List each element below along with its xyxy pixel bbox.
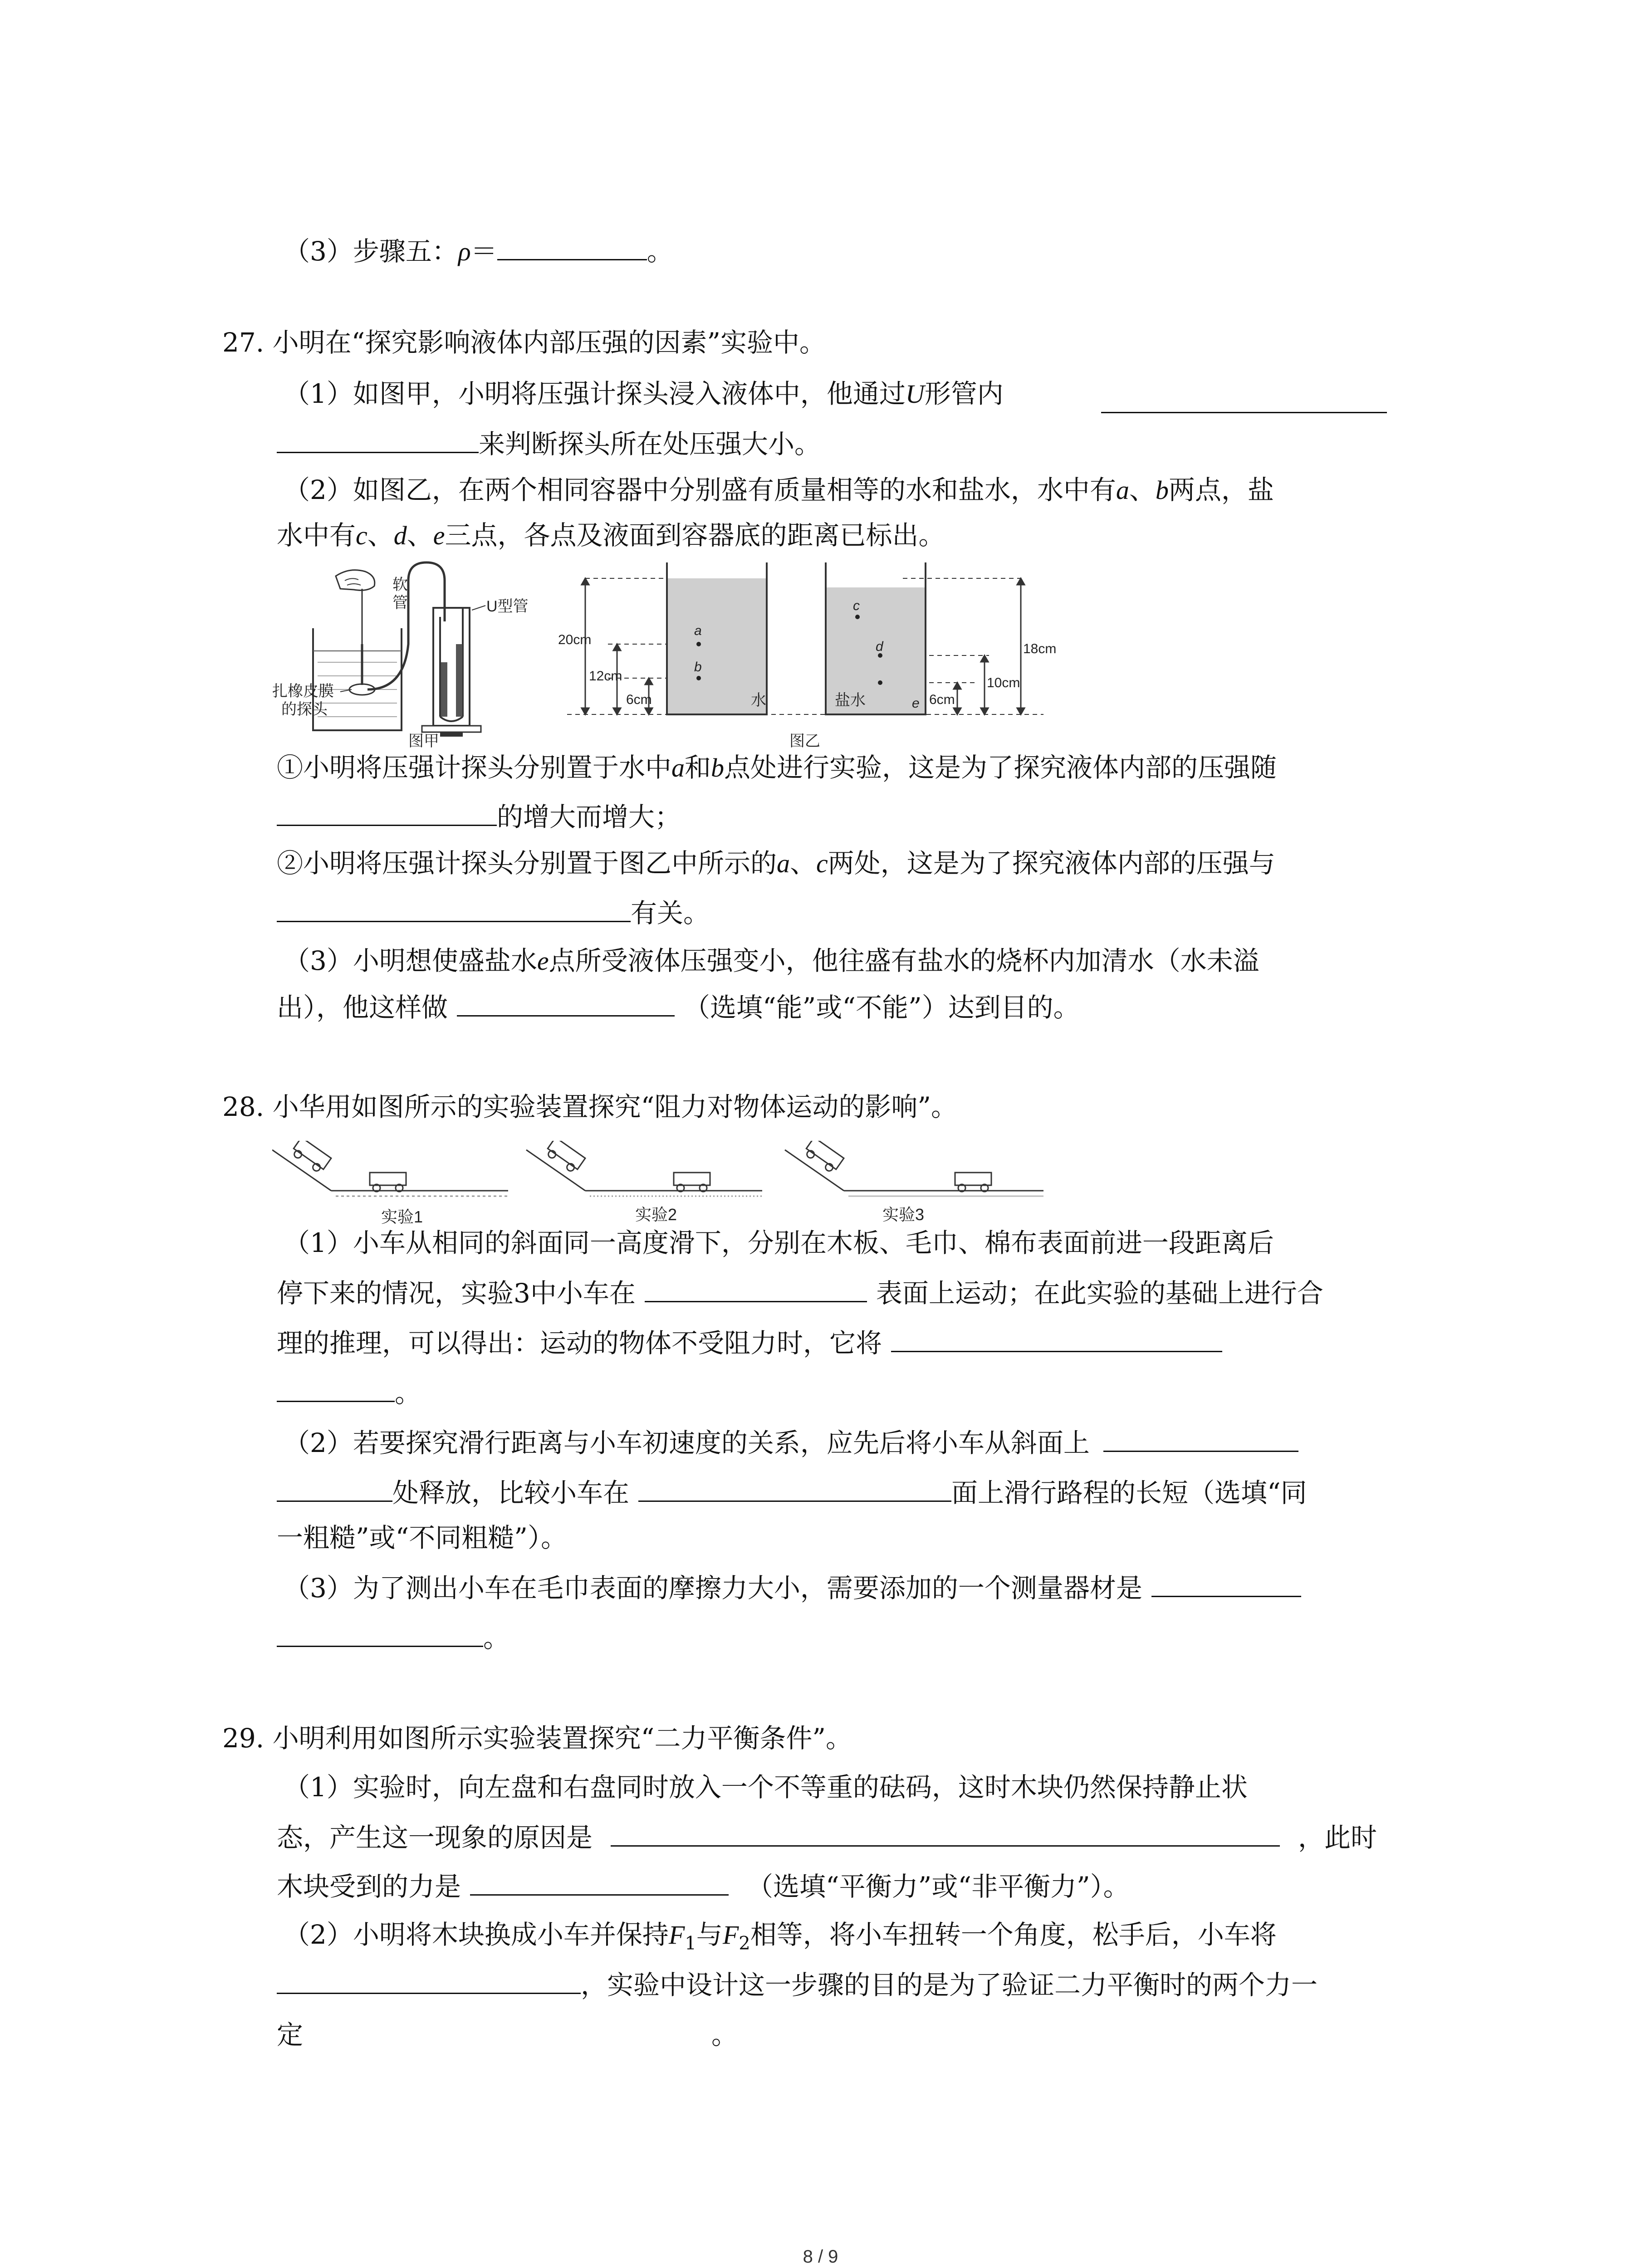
separator: 、 bbox=[407, 520, 433, 551]
q27-p1-text-b: 形管内 bbox=[924, 378, 1004, 409]
q28-p1-blank-a[interactable] bbox=[645, 1275, 867, 1302]
separator: 、 bbox=[367, 520, 394, 551]
dim-18cm: 18cm bbox=[1023, 641, 1057, 656]
q27-p1-line1 bbox=[284, 376, 1004, 412]
experiment-3-setup bbox=[785, 1141, 1043, 1196]
page-number: 8 / 9 bbox=[803, 2247, 838, 2267]
q27-s2-line2 bbox=[277, 894, 710, 931]
point-c: c bbox=[816, 849, 828, 878]
q27-s2-text-c: 有关。 bbox=[631, 898, 710, 929]
point-b: b bbox=[1155, 475, 1169, 505]
q29-p1-text-c: ，此时 bbox=[1298, 1822, 1377, 1853]
q29-title: 29. 小明利用如图所示实验装置探究“二力平衡条件”。 bbox=[222, 1723, 852, 1754]
q28-p1-text-c: 表面上运动；在此实验的基础上进行合 bbox=[876, 1278, 1323, 1309]
subscript-2: 2 bbox=[739, 1933, 750, 1954]
label-probe-2: 的探头 bbox=[281, 701, 328, 718]
label-probe-1: 扎橡皮膜 bbox=[272, 683, 334, 700]
q27-p2-text-b: 水中有 bbox=[277, 520, 356, 551]
q28-p3-blank-a[interactable] bbox=[1151, 1569, 1301, 1597]
point-a: a bbox=[1116, 475, 1129, 505]
q28-p3-blank-b[interactable] bbox=[277, 1619, 483, 1647]
q28-p1-end: 。 bbox=[395, 1378, 421, 1408]
q27-s1-text-b: 点处进行实验，这是为了探究液体内部的压强随 bbox=[724, 752, 1277, 783]
label-salt-water: 盐水 bbox=[835, 692, 866, 709]
rho-symbol: ρ bbox=[458, 237, 471, 266]
q27-p2-line2 bbox=[277, 517, 945, 554]
point-e: e bbox=[537, 946, 549, 976]
q27-s1-text-c: 的增大而增大； bbox=[497, 802, 681, 832]
q28-p1-text-d: 理的推理，可以得出：运动的物体不受阻力时，它将 bbox=[277, 1328, 882, 1359]
q26-equals: ＝ bbox=[470, 236, 497, 267]
q29-p2-text-c: ，实验中设计这一步骤的目的是为了验证二力平衡时的两个力一 bbox=[581, 1970, 1318, 2000]
q29-p2-line2 bbox=[277, 1966, 1318, 2003]
q27-p3-text-b: 点所受液体压强变小，他往盛有盐水的烧杯内加清水（水未溢 bbox=[549, 945, 1259, 976]
q28-p2-blank-a1[interactable] bbox=[1103, 1424, 1298, 1452]
dim-12cm: 12cm bbox=[589, 669, 622, 684]
separator: 、 bbox=[790, 848, 817, 879]
q28-p2-text-c: 面上滑行路程的长短（选填“同 bbox=[951, 1477, 1307, 1508]
q27-p3-text-c: 出），他这样做 bbox=[277, 992, 448, 1023]
experiment-2-setup bbox=[526, 1141, 762, 1196]
caption-exp-1: 实验1 bbox=[381, 1207, 423, 1226]
q28-p3-end: 。 bbox=[483, 1623, 510, 1653]
experiment-1-setup bbox=[272, 1141, 508, 1196]
q27-s1-line2 bbox=[277, 798, 681, 835]
q26-step5-line bbox=[284, 233, 673, 270]
q28-p2-line2 bbox=[277, 1474, 1307, 1511]
q28-p2-blank-b[interactable] bbox=[638, 1474, 951, 1502]
q29-p1-line3 bbox=[277, 1868, 1130, 1905]
q29-p2-blank-a[interactable] bbox=[277, 1966, 581, 1994]
q28-p2-text-b: 处释放，比较小车在 bbox=[392, 1477, 630, 1508]
dim-20cm: 20cm bbox=[558, 632, 592, 647]
caption-exp-2: 实验2 bbox=[635, 1205, 677, 1224]
q29-p1-line1: （1）实验时，向左盘和右盘同时放入一个不等重的砝码，这时木块仍然保持静止状 bbox=[284, 1772, 1248, 1803]
q29-p1-text-b: 态，产生这一现象的原因是 bbox=[277, 1822, 593, 1853]
q27-p3-line2 bbox=[277, 989, 1080, 1026]
q29-p2-text-a: （2）小明将木块换成小车并保持 bbox=[284, 1919, 669, 1950]
point-b: b bbox=[711, 753, 725, 782]
q27-title: 27. 小明在“探究影响液体内部压强的因素”实验中。 bbox=[222, 327, 826, 358]
q27-p1-blank-a[interactable] bbox=[1101, 386, 1387, 413]
label-water: 水 bbox=[751, 692, 766, 709]
q27-p3-blank[interactable] bbox=[457, 989, 675, 1017]
q27-s2-text-b: 两处，这是为了探究液体内部的压强与 bbox=[828, 848, 1275, 879]
q29-p1-blank-a[interactable] bbox=[611, 1819, 1280, 1847]
point-e: e bbox=[433, 521, 445, 550]
q28-p1-blank-b[interactable] bbox=[891, 1325, 1222, 1352]
q28-p2-line1 bbox=[284, 1424, 1298, 1461]
q27-p1-text-a: （1）如图甲，小明将压强计探头浸入液体中，他通过 bbox=[284, 378, 906, 409]
fig-point-c: c bbox=[853, 598, 860, 613]
q27-p1-text-c: 来判断探头所在处压强大小。 bbox=[479, 429, 821, 459]
caption-exp-3: 实验3 bbox=[882, 1205, 925, 1224]
q29-p1-blank-b[interactable] bbox=[470, 1868, 729, 1896]
q27-p2-line1 bbox=[284, 472, 1274, 508]
q29-p2-end: 。 bbox=[711, 2019, 738, 2050]
q27-s1-blank[interactable] bbox=[277, 798, 497, 826]
figure-yi-containers bbox=[558, 562, 1057, 753]
q29-p2-line1 bbox=[284, 1916, 1277, 1962]
separator: 、 bbox=[1129, 474, 1156, 505]
caption-fig-jia: 图甲 bbox=[408, 733, 439, 748]
q28-p1-text-b: 停下来的情况，实验3中小车在 bbox=[277, 1278, 636, 1309]
q28-p3-line2 bbox=[277, 1619, 509, 1656]
point-a: a bbox=[671, 753, 685, 782]
q28-p2-text-a: （2）若要探究滑行距离与小车初速度的关系，应先后将小车从斜面上 bbox=[284, 1427, 1090, 1458]
label-soft-tube-2: 管 bbox=[392, 594, 408, 611]
q28-p2-blank-a2[interactable] bbox=[277, 1474, 392, 1502]
q27-s2-line1 bbox=[277, 845, 1275, 882]
figure-incline-experiments bbox=[272, 1141, 1053, 1232]
q28-title: 28. 小华用如图所示的实验装置探究“阻力对物体运动的影响”。 bbox=[222, 1091, 957, 1122]
q28-p3-text-a: （3）为了测出小车在毛巾表面的摩擦力大小，需要添加的一个测量器材是 bbox=[284, 1573, 1142, 1603]
point-a: a bbox=[777, 849, 790, 878]
fig-point-a: a bbox=[694, 623, 702, 638]
figure-jia-pressure-gauge bbox=[272, 553, 581, 748]
q27-p3-text-a: （3）小明想使盛盐水 bbox=[284, 945, 537, 976]
q29-p2-blank-b[interactable] bbox=[303, 2016, 711, 2044]
q27-s1-line1 bbox=[277, 749, 1277, 786]
point-d: d bbox=[393, 521, 407, 550]
q28-p1-line2 bbox=[277, 1275, 1323, 1311]
q28-p1-line1: （1）小车从相同的斜面同一高度滑下，分别在木板、毛巾、棉布表面前进一段距离后 bbox=[284, 1227, 1274, 1258]
dim-10cm: 10cm bbox=[987, 675, 1020, 690]
q29-p1-text-e: （选填“平衡力”或“非平衡力”）。 bbox=[747, 1871, 1130, 1902]
q27-s2-text-a: ②小明将压强计探头分别置于图乙中所示的 bbox=[277, 848, 777, 879]
q29-p2-text-d: 定 bbox=[277, 2019, 304, 2050]
label-soft-tube-1: 软 bbox=[392, 576, 408, 593]
label-u-tube: U型管 bbox=[486, 598, 529, 615]
q29-p1-line2 bbox=[277, 1819, 1377, 1856]
fig-point-e: e bbox=[912, 696, 920, 711]
q28-p1-line4 bbox=[277, 1374, 421, 1411]
q27-s1-and: 和 bbox=[685, 752, 711, 783]
fig-point-b: b bbox=[694, 660, 702, 675]
q29-p2-text-b: 相等，将小车扭转一个角度，松手后，小车将 bbox=[750, 1919, 1277, 1950]
q27-p3-text-d: （选填“能”或“不能”）达到目的。 bbox=[684, 992, 1080, 1023]
q27-p2-text-a2: 两点，盐 bbox=[1168, 474, 1274, 505]
q26-step5-prefix: （3）步骤五： bbox=[284, 236, 458, 267]
point-c: c bbox=[356, 521, 367, 550]
q27-p1-U: U bbox=[905, 379, 925, 409]
q27-s1-text-a: ①小明将压强计探头分别置于水中 bbox=[277, 752, 672, 783]
q28-p1-line3 bbox=[277, 1325, 1222, 1361]
q26-answer-blank[interactable] bbox=[497, 233, 647, 260]
subscript-1: 1 bbox=[685, 1933, 696, 1954]
q26-step5-end: 。 bbox=[647, 236, 673, 267]
q27-p1-blank-b[interactable] bbox=[277, 425, 479, 453]
force-symbol-F: F bbox=[668, 1920, 685, 1950]
q27-p1-line2 bbox=[277, 425, 821, 462]
q29-p2-with: 与 bbox=[696, 1919, 723, 1950]
q27-p3-line1 bbox=[284, 943, 1259, 979]
q27-p2-text-a: （2）如图乙，在两个相同容器中分别盛有质量相等的水和盐水，水中有 bbox=[284, 474, 1116, 505]
q29-p2-line3 bbox=[277, 2016, 738, 2053]
q27-s2-blank[interactable] bbox=[277, 894, 631, 922]
caption-fig-yi: 图乙 bbox=[789, 733, 820, 750]
q28-p1-blank-c[interactable] bbox=[277, 1374, 395, 1402]
dim-6cm-salt: 6cm bbox=[929, 692, 955, 707]
force-symbol-F: F bbox=[722, 1920, 739, 1950]
q29-p1-text-d: 木块受到的力是 bbox=[277, 1871, 461, 1902]
fig-point-d: d bbox=[876, 639, 883, 654]
q28-p2-line3: 一粗糙”或“不同粗糙”）。 bbox=[277, 1522, 567, 1553]
dim-6cm-water: 6cm bbox=[626, 692, 652, 707]
q28-p3-line1 bbox=[284, 1569, 1301, 1606]
q27-p2-text-c: 三点，各点及液面到容器底的距离已标出。 bbox=[445, 520, 945, 551]
